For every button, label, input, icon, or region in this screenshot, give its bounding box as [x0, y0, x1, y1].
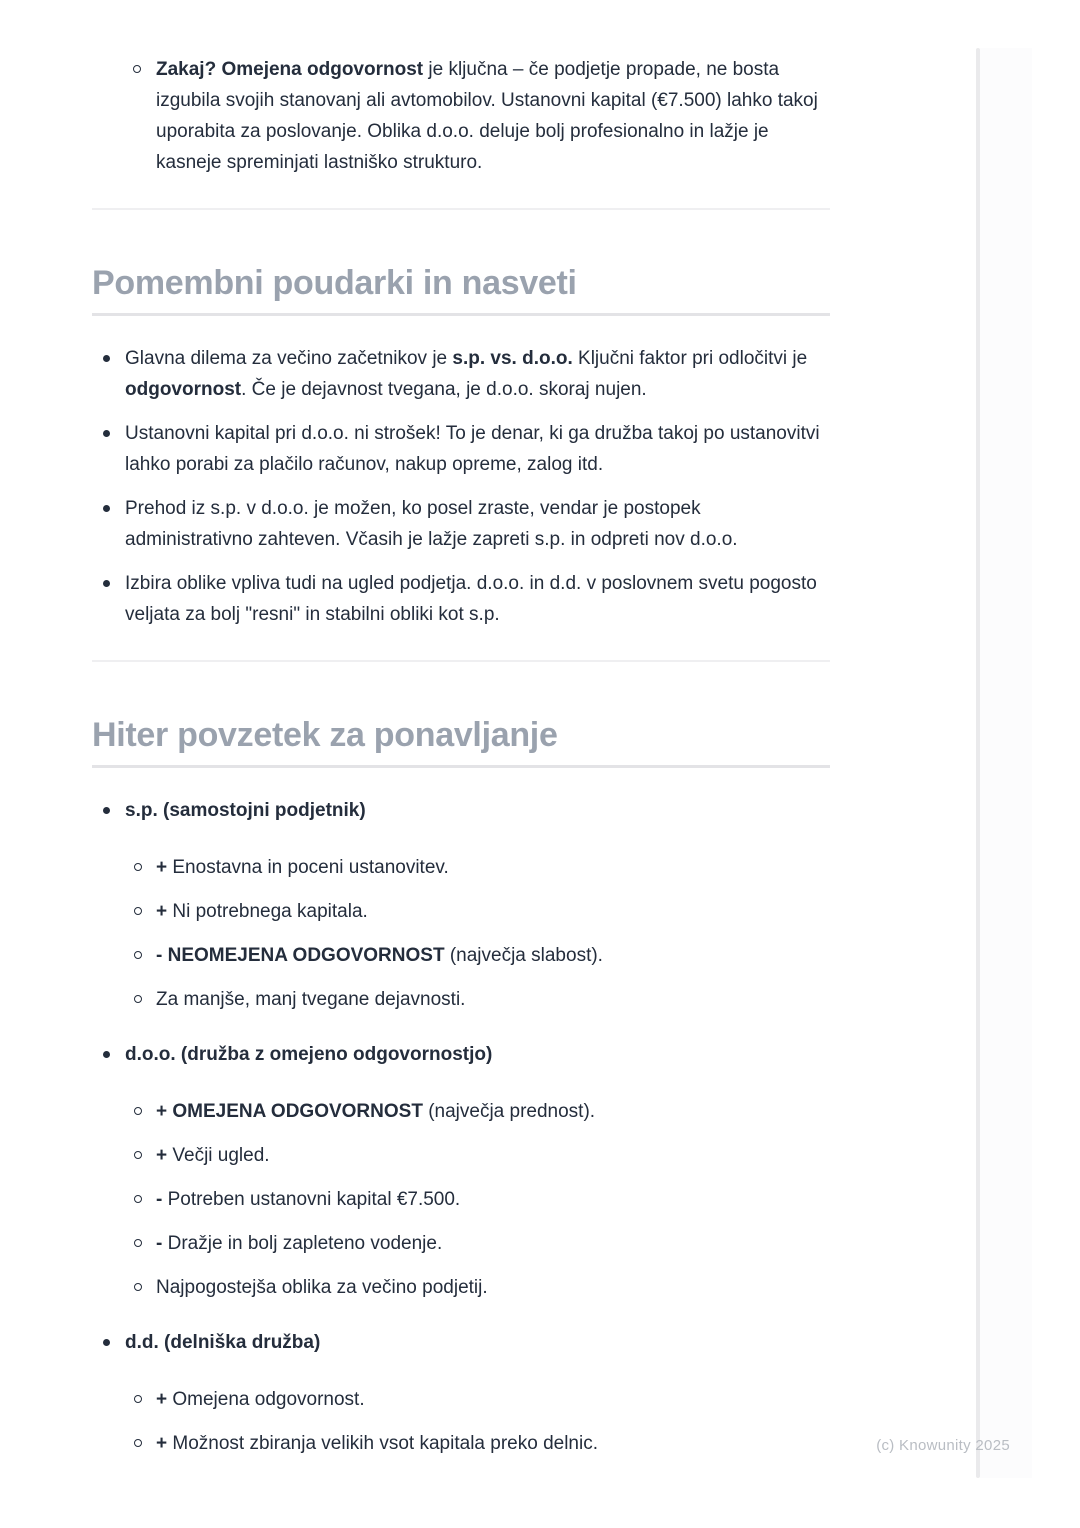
summary-sublist-dd	[125, 1384, 830, 1459]
document-page	[92, 40, 830, 1459]
copyright-watermark: (c) Knowunity 2025	[876, 1437, 1010, 1454]
list-item: + Enostavna in poceni ustanovitev.	[125, 852, 830, 883]
list-item: + Omejena odgovornost.	[125, 1384, 830, 1415]
summary-group-doo	[92, 1039, 830, 1303]
section-divider	[92, 208, 830, 210]
page-edge-shade	[980, 48, 1032, 1478]
list-item: Prehod iz s.p. v d.o.o. je možen, ko posel zraste, vendar je postopek administrativno zahteven. Včasih je lažje zapreti s.p. in odpreti nov d.o.o.	[92, 493, 830, 555]
group-label: s.p. (samostojni podjetnik)	[125, 800, 366, 821]
list-item: + OMEJENA ODGOVORNOST (največja prednost).	[125, 1096, 830, 1127]
scrollbar-track[interactable]	[976, 48, 980, 1478]
section-highlights	[92, 261, 830, 630]
list-item: + Ni potrebnega kapitala.	[125, 896, 830, 927]
list-item: Ustanovni kapital pri d.o.o. ni strošek! To je denar, ki ga družba takoj po ustanovitvi lahko porabi za plačilo računov, nakup opreme, zalog itd.	[92, 418, 830, 480]
list-item: Izbira oblike vpliva tudi na ugled podjetja. d.o.o. in d.d. v poslovnem svetu pogosto veljata za bolj "resni" in stabilni obliki kot s.p.	[92, 568, 830, 630]
summary-group-dd	[92, 1327, 830, 1459]
summary-sublist-sp	[125, 852, 830, 1015]
highlights-list	[92, 343, 830, 630]
group-label: d.o.o. (družba z omejeno odgovornostjo)	[125, 1044, 493, 1065]
summary-list	[92, 795, 830, 1459]
section-title: Hiter povzetek za ponavljanje	[92, 713, 830, 768]
list-item: Najpogostejša oblika za večino podjetij.	[125, 1272, 830, 1303]
summary-group-sp	[92, 795, 830, 1015]
intro-list	[92, 54, 830, 178]
list-item: + Možnost zbiranja velikih vsot kapitala preko delnic.	[125, 1428, 830, 1459]
section-summary	[92, 713, 830, 1459]
section-divider	[92, 660, 830, 662]
list-item: Glavna dilema za večino začetnikov je s.p. vs. d.o.o. Ključni faktor pri odločitvi je odgovornost. Če je dejavnost tvegana, je d.o.o. skoraj nujen.	[92, 343, 830, 405]
section-title: Pomembni poudarki in nasveti	[92, 261, 830, 316]
list-item: + Večji ugled.	[125, 1140, 830, 1171]
list-item: Zakaj? Omejena odgovornost je ključna – če podjetje propade, ne bosta izgubila svojih stanovanj ali avtomobilov. Ustanovni kapital (€7.500) lahko takoj uporabita za poslovanje. Oblika d.o.o. deluje bolj profesionalno in lažje je kasneje spreminjati lastniško strukturo.	[92, 54, 830, 178]
list-item: - NEOMEJENA ODGOVORNOST (največja slabost).	[125, 940, 830, 971]
list-item: Za manjše, manj tvegane dejavnosti.	[125, 984, 830, 1015]
summary-sublist-doo	[125, 1096, 830, 1303]
group-label: d.d. (delniška družba)	[125, 1332, 321, 1353]
list-item: - Dražje in bolj zapleteno vodenje.	[125, 1228, 830, 1259]
list-item: - Potreben ustanovni kapital €7.500.	[125, 1184, 830, 1215]
